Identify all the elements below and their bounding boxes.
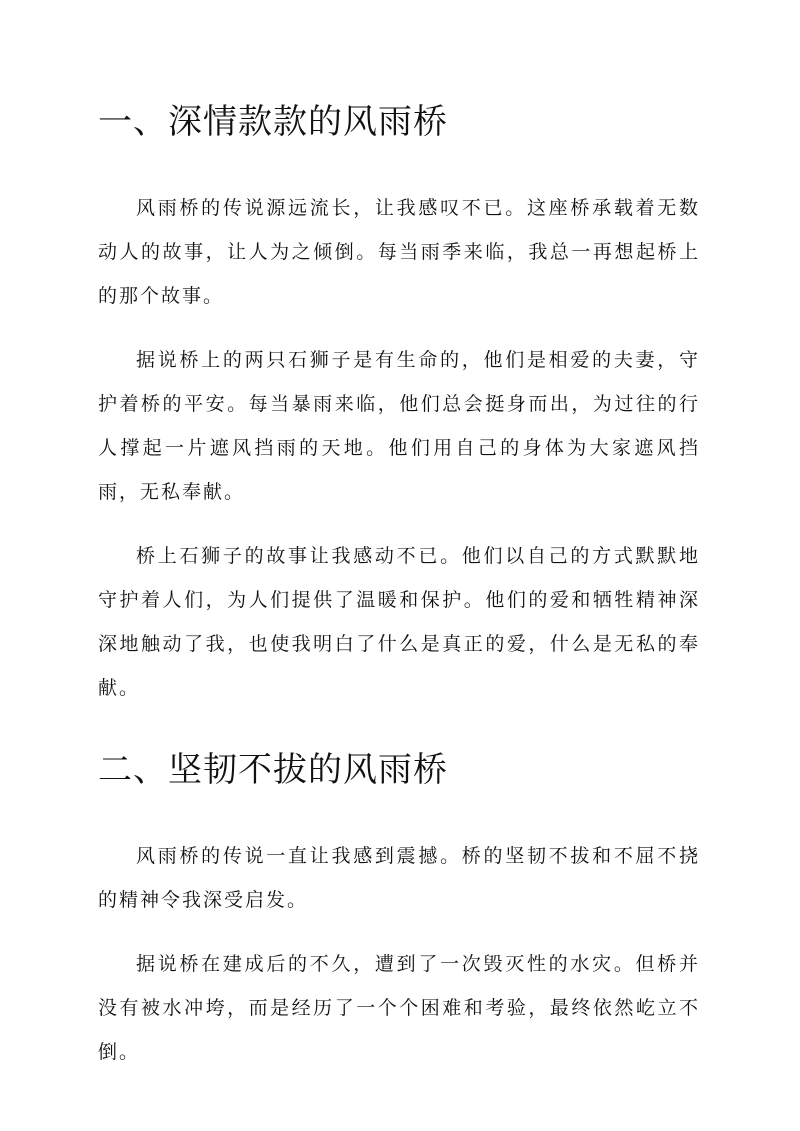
section-heading-2: 二、坚韧不拔的风雨桥 xyxy=(98,750,448,790)
section-1-paragraph-2: 据说桥上的两只石狮子是有生命的，他们是相爱的夫妻，守护着桥的平安。每当暴雨来临，他们总会挺身而出，为过往的行人撑起一片遮风挡雨的天地。他们用自己的身体为大家遮风挡雨，无私奉献。 xyxy=(98,349,700,503)
document-content xyxy=(98,96,700,1074)
section-2-paragraph-2: 据说桥在建成后的不久，遭到了一次毁灭性的水灾。但桥并没有被水冲垮，而是经历了一个个困难和考验，最终依然屹立不倒。 xyxy=(98,953,700,1063)
section-1-paragraph-1: 风雨桥的传说源远流长，让我感叹不已。这座桥承载着无数动人的故事，让人为之倾倒。每当雨季来临，我总一再想起桥上的那个故事。 xyxy=(98,197,700,307)
section-1-paragraph-3: 桥上石狮子的故事让我感动不已。他们以自己的方式默默地守护着人们，为人们提供了温暖和保护。他们的爱和牺牲精神深深地触动了我，也使我明白了什么是真正的爱，什么是无私的奉献。 xyxy=(98,545,700,699)
section-2-paragraph-1: 风雨桥的传说一直让我感到震撼。桥的坚韧不拔和不屈不挠的精神令我深受启发。 xyxy=(98,845,700,911)
section-heading-1: 一、深情款款的风雨桥 xyxy=(98,102,448,142)
